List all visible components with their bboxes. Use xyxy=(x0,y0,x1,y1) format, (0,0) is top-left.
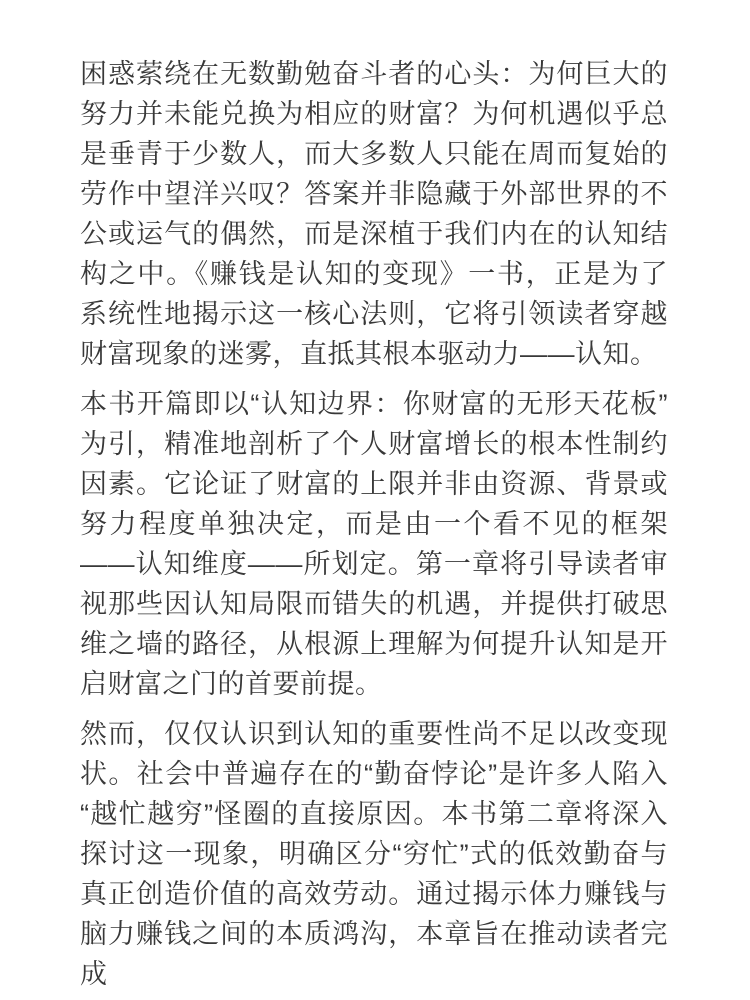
paragraph: 然而，仅仅认识到认知的重要性尚不足以改变现状。社会中普遍存在的“勤奋悖论”是许多人陷入“越忙越穷”怪圈的直接原因。本书第二章将深入探讨这一现象，明确区分“穷忙”式的低效勤奋与真正创造价值的高效劳动。通过揭示体力赚钱与脑力赚钱之间的本质鸿沟，本章旨在推动读者完成 xyxy=(80,719,668,989)
paragraph: 本书开篇即以“认知边界：你财富的无形天花板”为引，精准地剖析了个人财富增长的根本性制约因素。它论证了财富的上限并非由资源、背景或努力程度单独决定，而是由一个看不见的框架——认知维度——所划定。第一章将引导读者审视那些因认知局限而错失的机遇，并提供打破思维之墙的路径，从根源上理解为何提升认知是开启财富之门的首要前提。 xyxy=(80,389,668,699)
paragraph: 困惑萦绕在无数勤勉奋斗者的心头：为何巨大的努力并未能兑换为相应的财富？为何机遇似乎总是垂青于少数人，而大多数人只能在周而复始的劳作中望洋兴叹？答案并非隐藏于外部世界的不公或运气的偶然，而是深植于我们内在的认知结构之中。《赚钱是认知的变现》一书，正是为了系统性地揭示这一核心法则，它将引领读者穿越财富现象的迷雾，直抵其根本驱动力——认知。 xyxy=(80,59,668,369)
